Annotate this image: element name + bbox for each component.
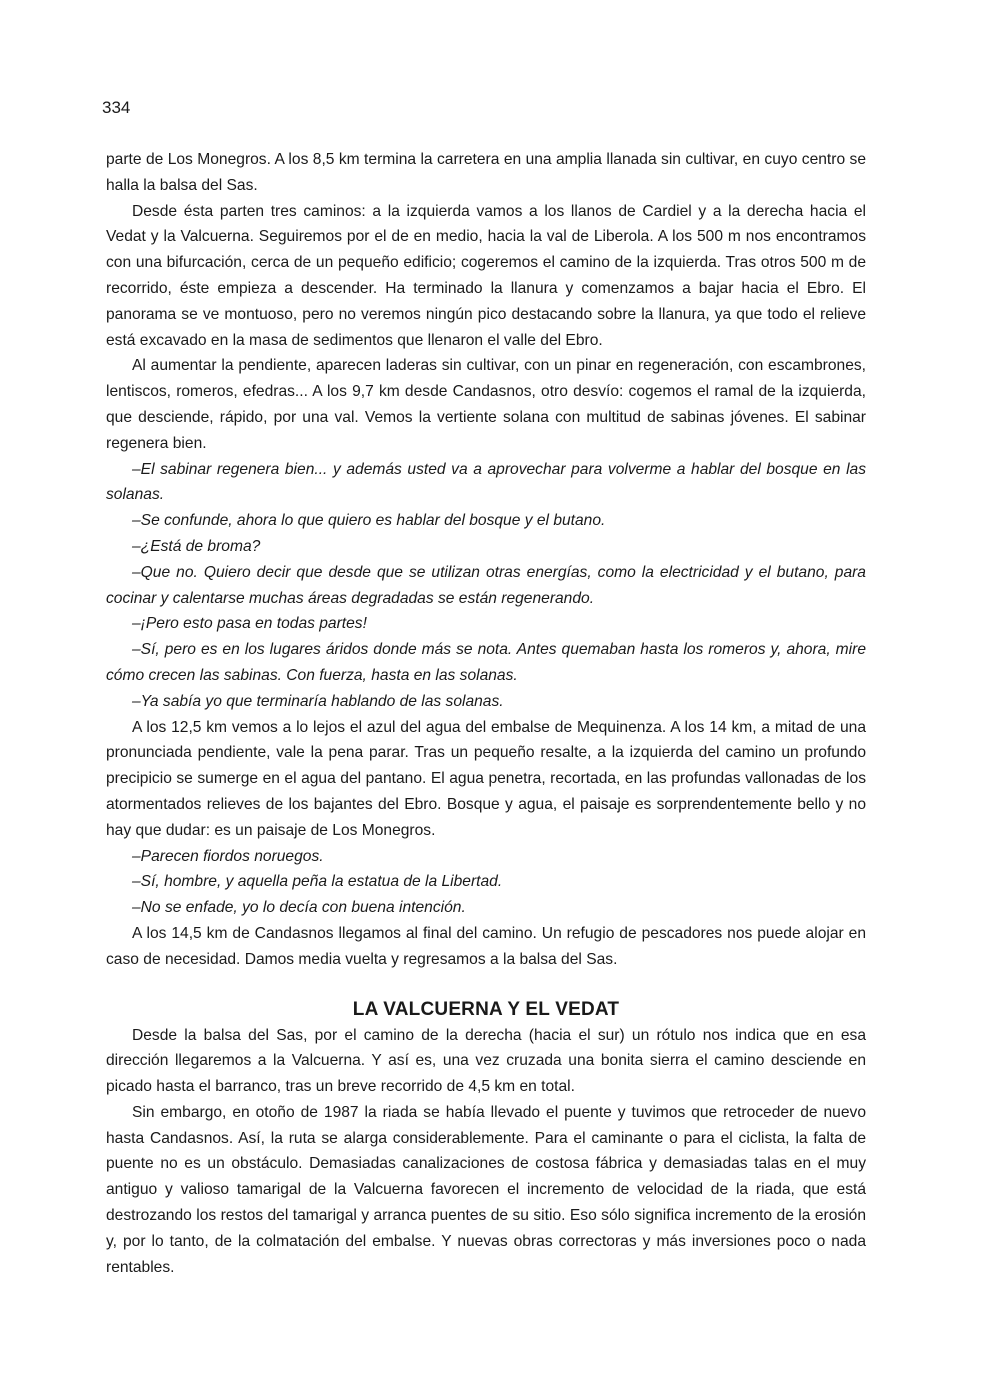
paragraph: A los 12,5 km vemos a lo lejos el azul del agua del embalse de Mequinenza. A los 14 km, a mitad de una pronunciada pendiente, vale la pena parar. Tras un pequeño resalte, a la izquierda del camino un profundo precipicio se sumerge en el agua del pantano. El agua penetra, recortada, en las profundas vallonadas de los atormentados relieves de los bajantes del Ebro. Bosque y agua, el paisaje es sorprendentemente bello y no hay que dudar: es un paisaje de Los Monegros. — [106, 718, 866, 839]
page-number: 334 — [102, 98, 131, 117]
section-title: LA VALCUERNA Y EL VEDAT — [352, 998, 620, 1020]
dialogue-line: –Que no. Quiero decir que desde que se utilizan otras energías, como la electricidad y el butano, para cocinar y calentarse muchas áreas degradadas se están regenerando. — [106, 563, 866, 607]
paragraph: parte de Los Monegros. A los 8,5 km termina la carretera en una amplia llanada sin cultivar, en cuyo centro se halla la balsa del Sas. — [106, 151, 866, 194]
paragraph: Sin embargo, en otoño de 1987 la riada se había llevado el puente y tuvimos que retroceder de nuevo hasta Candasnos. Así, la ruta se alarga considerablemente. Para el caminante o para el ciclista, la falta de puente no es un obstáculo. Demasiadas canalizaciones de costosa fábrica y demasiadas talas en el muy antiguo y valioso tamarigal de la Valcuerna favorecen el incremento de velocidad de la riada, que está destrozando los restos del tamarigal y arranca puentes de su sitio. Eso sólo significa incremento de la erosión y, por lo tanto, de la colmatación del embalse. Y nuevas obras correctoras y más inversiones poco o nada rentables. — [106, 1103, 866, 1276]
paragraph: Al aumentar la pendiente, aparecen laderas sin cultivar, con un pinar en regeneración, con escambrones, lentiscos, romeros, efedras... A los 9,7 km desde Candasnos, otro desvío: cogemos el ramal de la izquierda, que desciende, rápido, por una val. Vemos la vertiente solana con multitud de sabinas jóvenes. El sabinar regenera bien. — [106, 357, 866, 452]
paragraph: Desde ésta parten tres caminos: a la izquierda vamos a los llanos de Cardiel y a la derecha hacia el Vedat y la Valcuerna. Seguiremos por el de en medio, hacia la val de Liberola. A los 500 m nos encontramos con una bifurcación, cerca de un pequeño edificio; cogeremos el camino de la izquierda. Tras otros 500 m de recorrido, éste empieza a descender. Ha terminado la llanura y comenzamos a bajar hacia el Ebro. El panorama se ve montuoso, pero no veremos ningún pico destacando sobre la llanura, ya que todo el relieve está excavado en la masa de sedimentos que llenaron el valle del Ebro. — [106, 202, 866, 349]
paragraph: A los 14,5 km de Candasnos llegamos al final del camino. Un refugio de pescadores nos puede alojar en caso de necesidad. Damos media vuelta y regresamos a la balsa del Sas. — [106, 924, 866, 968]
dialogue-line: –Sí, pero es en los lugares áridos donde más se nota. Antes quemaban hasta los romeros y, ahora, mire cómo crecen las sabinas. Con fuerza, hasta en las solanas. — [106, 641, 866, 684]
dialogue-line: –Ya sabía yo que terminaría hablando de las solanas. — [132, 692, 504, 710]
dialogue-line: –Sí, hombre, y aquella peña la estatua de la Libertad. — [132, 873, 503, 891]
dialogue-line: –¡Pero esto pasa en todas partes! — [132, 615, 367, 633]
dialogue-line: –¿Está de broma? — [132, 537, 261, 555]
dialogue-line: –Parecen fiordos noruegos. — [132, 847, 324, 865]
dialogue-line: –No se enfade, yo lo decía con buena intención. — [132, 899, 466, 917]
document-page — [102, 96, 866, 1280]
paragraph: Desde la balsa del Sas, por el camino de la derecha (hacia el sur) un rótulo nos indica que en esa dirección llegaremos a la Valcuerna. Y así es, una vez cruzada una bonita sierra el camino desciende en picado hasta el barranco, tras un breve recorrido de 4,5 km en total. — [106, 1026, 866, 1096]
dialogue-line: –El sabinar regenera bien... y además usted va a aprovechar para volverme a hablar del bosque en las solanas. — [106, 460, 866, 504]
main-text — [106, 147, 866, 1280]
dialogue-line: –Se confunde, ahora lo que quiero es hablar del bosque y el butano. — [132, 512, 606, 530]
